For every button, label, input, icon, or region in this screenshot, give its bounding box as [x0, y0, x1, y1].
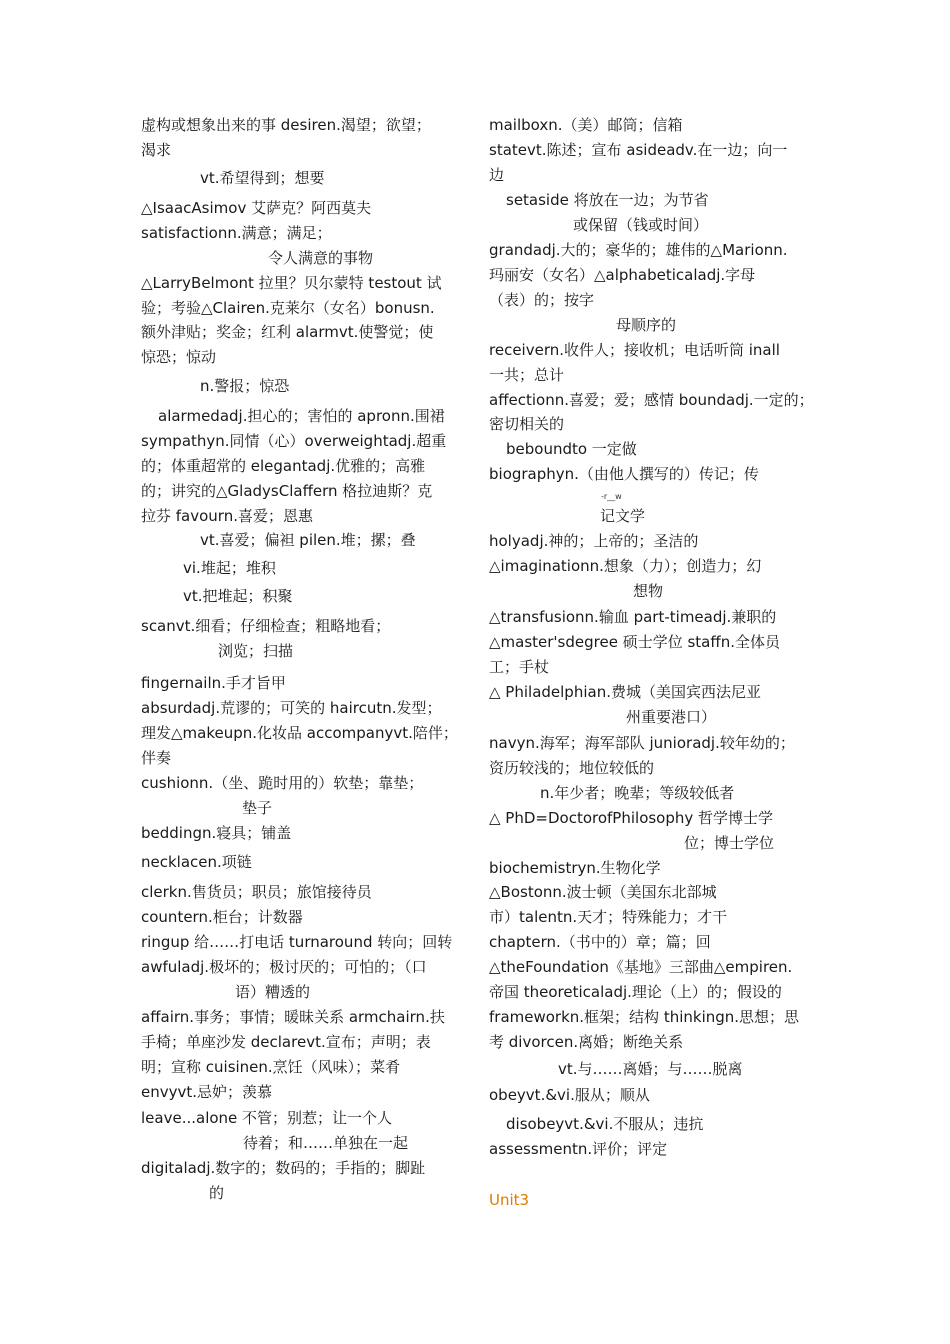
left-text-line: 理发△makeupn.化妆品 accompanyvt.陪伴；: [141, 724, 458, 742]
left-text-line: absurdadj.荒谬的；可笑的 haircutn.发型；: [141, 699, 442, 717]
left-text-line: 明；宣称 cuisinen.烹饪（风味）；菜肴: [141, 1058, 401, 1076]
left-text-line: 手椅；单座沙发 declarevt.宣布；声明；表: [141, 1033, 431, 1051]
left-text-line: 虚构或想象出来的事 desiren.渴望；欲望；: [141, 116, 431, 134]
left-text-line: scanvt.细看；仔细检查；粗略地看；: [141, 617, 391, 635]
right-text-line: beboundto 一定做: [506, 440, 637, 458]
left-text-line: 额外津贴；奖金；红利 alarmvt.使警觉；使: [141, 323, 434, 341]
left-text-line: awfuladj.极坏的；极讨厌的；可怕的；（口: [141, 958, 427, 976]
left-text-line: vt.喜爱；偏袒 pilen.堆；摞；叠: [200, 531, 416, 549]
right-text-line: receivern.收件人；接收机；电话听筒 inall: [489, 341, 780, 359]
right-text-line: △transfusionn.输血 part-timeadj.兼职的: [489, 608, 777, 626]
right-text-line: -r__w: [601, 492, 622, 501]
left-text-line: n.警报；惊恐: [200, 377, 290, 395]
right-text-line: vt.与……离婚；与……脱离: [558, 1060, 743, 1078]
right-text-line: chaptern.（书中的）章；篇；回: [489, 933, 711, 951]
right-text-line: biographyn.（由他人撰写的）传记；传: [489, 465, 759, 483]
right-text-line: 考 divorcen.离婚；断绝关系: [489, 1033, 684, 1051]
right-text-line: △ PhD=DoctorofPhilosophy 哲学博士学: [489, 809, 774, 827]
right-text-line: 一共；总计: [489, 366, 565, 384]
right-text-line: affectionn.喜爱；爱；感情 boundadj.一定的；: [489, 391, 814, 409]
left-text-line: 惊恐；惊动: [141, 348, 217, 366]
right-text-line: 州重要港口）: [626, 708, 717, 726]
left-text-line: clerkn.售货员；职员；旅馆接待员: [141, 883, 372, 901]
left-text-line: 验；考验△Clairen.克莱尔（女名）bonusn.: [141, 299, 435, 317]
right-text-line: （表）的；按字: [489, 291, 595, 309]
left-text-line: alarmedadj.担心的；害怕的 apronn.围裙: [158, 407, 445, 425]
left-text-line: 令人满意的事物: [268, 249, 374, 267]
left-text-line: 垫子: [242, 799, 273, 817]
left-text-line: 的；讲究的△GladysClaffern 格拉迪斯？克: [141, 482, 433, 500]
left-text-line: leave...alone 不管；别惹；让一个人: [141, 1109, 393, 1127]
left-text-line: 语）糟透的: [235, 983, 311, 1001]
left-text-line: vt.希望得到；想要: [200, 169, 325, 187]
right-text-line: assessmentn.评价；评定: [489, 1140, 668, 1158]
right-text-line: holyadj.神的；上帝的；圣洁的: [489, 532, 699, 550]
right-text-line: 位；博士学位: [684, 834, 775, 852]
right-text-line: 想物: [633, 582, 664, 600]
right-text-line: 市）talentn.天才；特殊能力；才干: [489, 908, 728, 926]
right-text-line: △Bostonn.波士顿（美国东北部城: [489, 883, 717, 901]
left-text-line: satisfactionn.满意；满足；: [141, 224, 332, 242]
right-text-line: 资历较浅的；地位较低的: [489, 759, 655, 777]
right-text-line: 记文学: [600, 507, 646, 525]
left-text-line: beddingn.寝具；铺盖: [141, 824, 292, 842]
left-text-line: 的；体重超常的 elegantadj.优雅的；高雅: [141, 457, 426, 475]
right-text-line: navyn.海军；海军部队 junioradj.较年幼的；: [489, 734, 795, 752]
right-text-line: △theFoundation《基地》三部曲△empiren.: [489, 958, 793, 976]
right-text-line: biochemistryn.生物化学: [489, 859, 661, 877]
right-text-line: 帝国 theoreticaladj.理论（上）的；假设的: [489, 983, 782, 1001]
left-text-line: vi.堆起；堆积: [183, 559, 276, 577]
left-text-line: fingernailn.手才旨甲: [141, 674, 286, 692]
left-text-line: envyvt.忌妒；羡慕: [141, 1083, 273, 1101]
right-text-line: Unit3: [489, 1191, 530, 1209]
right-text-line: frameworkn.框架；结构 thinkingn.思想；思: [489, 1008, 800, 1026]
right-text-line: disobeyvt.&vi.不服从；违抗: [506, 1115, 704, 1133]
left-text-line: 待着；和……单独在一起: [243, 1134, 409, 1152]
left-text-line: necklacen.项链: [141, 853, 252, 871]
left-text-line: affairn.事务；事情；暖昧关系 armchairn.扶: [141, 1008, 445, 1026]
left-text-line: △IsaacAsimov 艾萨克？阿西莫夫: [141, 199, 372, 217]
right-text-line: n.年少者；晚辈；等级较低者: [540, 784, 735, 802]
right-text-line: 工；手杖: [489, 658, 550, 676]
left-text-line: sympathyn.同情（心）overweightadj.超重: [141, 432, 447, 450]
right-text-line: obeyvt.&vi.服从；顺从: [489, 1086, 650, 1104]
right-text-line: grandadj.大的；豪华的；雄伟的△Marionn.: [489, 241, 788, 259]
left-text-line: 浏览；扫描: [218, 642, 294, 660]
right-text-line: △ Philadelphian.费城（美国宾西法尼亚: [489, 683, 761, 701]
right-text-line: 母顺序的: [616, 316, 677, 334]
left-text-line: countern.柜台；计数器: [141, 908, 303, 926]
right-text-line: setaside 将放在一边；为节省: [506, 191, 709, 209]
right-text-line: statevt.陈述；宣布 asideadv.在一边；向一: [489, 141, 788, 159]
left-text-line: 伴奏: [141, 749, 172, 767]
right-text-line: △imaginationn.想象（力）；创造力；幻: [489, 557, 762, 575]
left-text-line: 渴求: [141, 141, 172, 159]
left-text-line: ringup 给……打电话 turnaround 转向；回转: [141, 933, 453, 951]
left-text-line: 的: [209, 1184, 225, 1202]
right-text-line: △master'sdegree 硕士学位 staffn.全体员: [489, 633, 780, 651]
left-text-line: vt.把堆起；积聚: [183, 587, 293, 605]
right-text-line: 密切相关的: [489, 415, 565, 433]
right-text-line: mailboxn.（美）邮筒；信箱: [489, 116, 683, 134]
left-text-line: cushionn.（坐、跪时用的）软垫；靠垫；: [141, 774, 424, 792]
left-text-line: digitaladj.数字的；数码的；手指的；脚趾: [141, 1159, 426, 1177]
right-text-line: 边: [489, 166, 505, 184]
left-text-line: 拉芬 favourn.喜爱；恩惠: [141, 507, 313, 525]
left-text-line: △LarryBelmont 拉里？贝尔蒙特 testout 试: [141, 274, 442, 292]
right-text-line: 玛丽安（女名）△alphabeticaladj.字母: [489, 266, 756, 284]
right-text-line: 或保留（钱或时间）: [573, 216, 709, 234]
